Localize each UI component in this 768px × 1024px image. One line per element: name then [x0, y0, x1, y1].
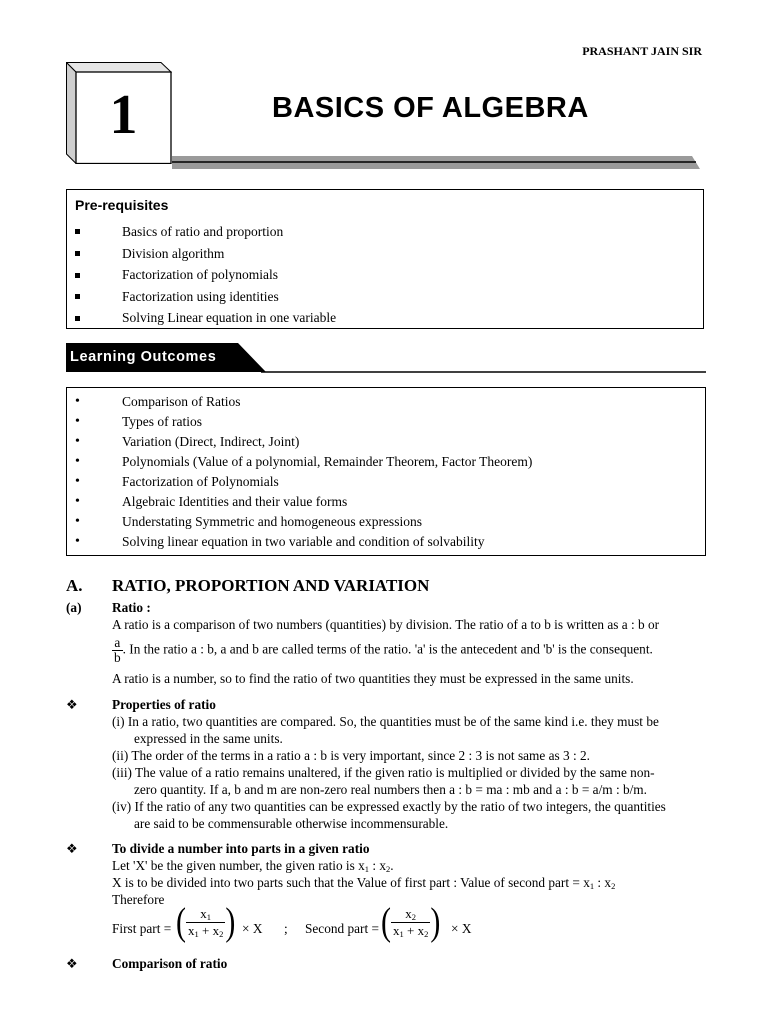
property-line: (ii) The order of the terms in a ratio a : b is very important, since 2 : 3 is not same as 3 : 2. [112, 748, 590, 763]
bullet-dot-icon: • [75, 414, 80, 429]
divide-title: To divide a number into parts in a given ratio [112, 841, 370, 856]
square-bullet-icon [75, 264, 95, 286]
paragraph-line-with-fraction: $\frac{a}{b}$ . In the ratio a : b, a and b are called terms of the ratio. 'a' is the antecedent and 'b' is the consequent. [114, 635, 653, 665]
property-line: (i) In a ratio, two quantities are compared. So, the quantities must be of the same kind i.e. they must be [112, 714, 659, 729]
property-line: zero quantity. If a, b and m are non-zero real numbers then a : b = ma : mb and a : b = a/m : b/m. [134, 782, 647, 797]
times-x: × X [451, 921, 472, 936]
property-line: (iii) The value of a ratio remains unaltered, if the given ratio is multiplied or divided by the same non- [112, 765, 655, 780]
fraction-a-over-b: $\frac{a}{b}$ [114, 635, 121, 665]
subsection-title: Ratio : [112, 600, 151, 615]
paragraph-line: Let 'X' be the given number, the given ratio is $x_1$ : $x_2$. [112, 858, 394, 874]
properties-title: Properties of ratio [112, 697, 216, 712]
diamond-bullet-icon: ❖ [66, 841, 78, 856]
author-name: PRASHANT JAIN SIR [582, 44, 702, 58]
paragraph-line: Therefore [112, 892, 165, 907]
learning-outcomes-box: • Comparison of Ratios • Types of ratios • Variation (Direct, Indirect, Joint) • Polynomials (Value of a polynomial, Remainder Theorem, Factor Theorem) • Factorization of Polynomials • Algebraic Identities and their value forms • Understating Symmetric and homogeneous expressions • Solving linear equation in two variable and condition of solvability [66, 387, 706, 556]
prerequisites-box: Pre-requisites Basics of ratio and proportion Division algorithm Factorization of polynomials Factorization using identities Solving Linear equation in one variable [66, 189, 704, 329]
property-line: are said to be commensurable otherwise incommensurable. [134, 816, 449, 831]
prerequisites-title: Pre-requisites [75, 197, 169, 213]
bullet-dot-icon: • [75, 454, 80, 469]
bullet-dot-icon: • [75, 534, 80, 549]
second-part-label: Second part = [305, 921, 379, 936]
square-bullet-icon [75, 286, 95, 308]
first-part-label: First part = [112, 921, 172, 936]
bullet-dot-icon: • [75, 494, 80, 509]
times-x: × X [242, 921, 263, 936]
property-line: (iv) If the ratio of any two quantities can be expressed exactly by the ratio of two integers, the quantities [112, 799, 666, 814]
first-part-fraction: ( $\frac{x_1}{x_1 + x_2}$ ) [176, 900, 236, 944]
bullet-dot-icon: • [75, 394, 80, 409]
diamond-bullet-icon: ❖ [66, 956, 78, 971]
learning-outcomes-banner [66, 343, 706, 375]
paragraph-line: X is to be divided into two parts such that the Value of first part : Value of second part = $x_1$ : $x_2$ [112, 875, 616, 891]
formula-separator: ; [284, 921, 288, 936]
property-line: expressed in the same units. [134, 731, 283, 746]
comparison-title: Comparison of ratio [112, 956, 228, 971]
chapter-title: BASICS OF ALGEBRA [272, 92, 589, 124]
title-underline [172, 156, 700, 170]
bullet-dot-icon: • [75, 434, 80, 449]
subsection-label: (a) [66, 600, 82, 615]
chapter-number: 1 [109, 84, 138, 146]
diamond-bullet-icon: ❖ [66, 697, 78, 712]
learning-outcomes-title: Learning Outcomes [70, 349, 217, 365]
square-bullet-icon [75, 221, 95, 243]
paragraph-line: A ratio is a comparison of two numbers (quantities) by division. The ratio of a to b is written as a : b or [112, 617, 660, 632]
second-part-fraction: ( $\frac{x_2}{x_1 + x_2}$ ) [381, 900, 441, 944]
section-label: A. [66, 576, 83, 595]
bullet-dot-icon: • [75, 514, 80, 529]
paragraph-line: A ratio is a number, so to find the ratio of two quantities they must be expressed in the same units. [112, 671, 634, 686]
section-title: RATIO, PROPORTION AND VARIATION [112, 576, 430, 595]
chapter-number-box [66, 62, 172, 164]
bullet-dot-icon: • [75, 474, 80, 489]
square-bullet-icon [75, 307, 95, 329]
square-bullet-icon [75, 243, 95, 265]
